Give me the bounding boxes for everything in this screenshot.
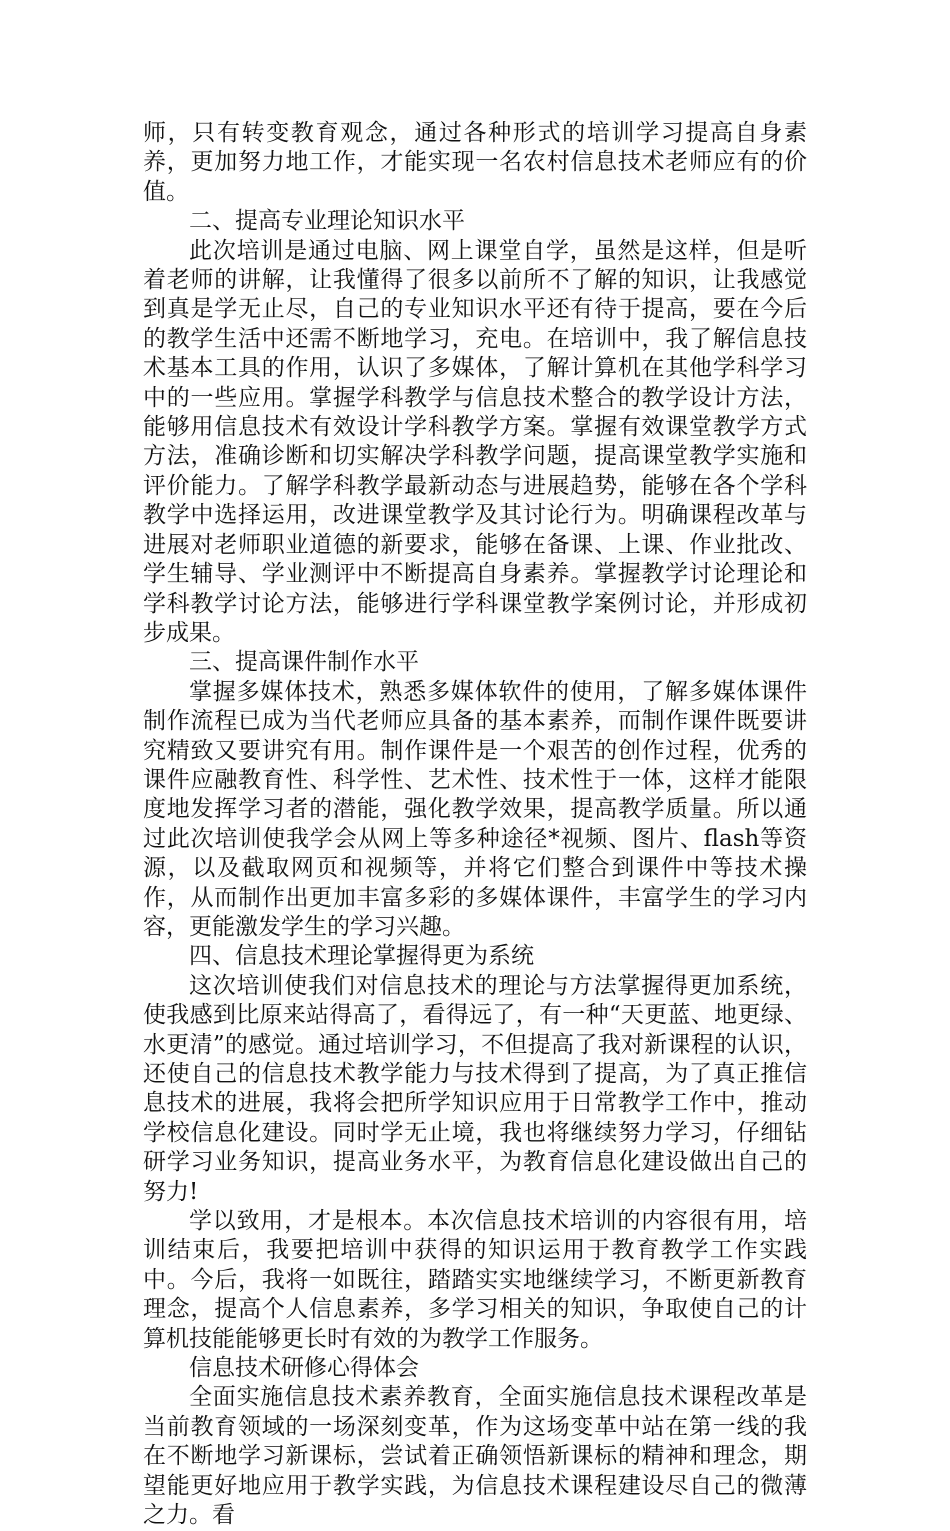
paragraph-courseware: 掌握多媒体技术，熟悉多媒体软件的使用，了解多媒体课件制作流程已成为当代老师应具备的基本素养，而制作课件既要讲究精致又要讲究有用。制作课件是一个艰苦的创作过程，优秀的课件应融教育性、科学性、艺术性、技术性于一体，这样才能限度地发挥学习者的潜能，强化教学效果，提高教学质量。所以通过此次培训使我学会从网上等多种途径*视频、图片、flash等资源，以及截取网页和视频等，并将它们整合到课件中等技术操作，从而制作出更加丰富多彩的多媒体课件，丰富学生的学习内容，更能激发学生的学习兴趣。 bbox=[143, 678, 807, 940]
paragraph-apply-learning: 学以致用，才是根本。本次信息技术培训的内容很有用，培训结束后，我要把培训中获得的知识运用于教育教学工作实践中。今后，我将一如既往，踏踏实实地继续学习，不断更新教育理念，提高个人信息素养，多学习相关的知识，争取使自己的计算机技能能够更长时有效的为教学工作服务。 bbox=[143, 1208, 807, 1352]
paragraph-it-theory: 这次培训使我们对信息技术的理论与方法掌握得更加系统，使我感到比原来站得高了，看得远了，有一种“天更蓝、地更绿、水更清”的感觉。通过培训学习，不但提高了我对新课程的认识，还使自己的信息技术教学能力与技术得到了提高，为了真正推信息技术的进展，我将会把所学知识应用于日常教学工作中，推动学校信息化建设。同时学无止境，我也将继续努力学习，仔细钻研学习业务知识，提高业务水平，为教育信息化建设做出自己的努力! bbox=[143, 972, 807, 1205]
section-heading-it-theory: 四、信息技术理论掌握得更为系统 bbox=[189, 943, 534, 970]
section-heading-professional-theory: 二、提高专业理论知识水平 bbox=[189, 208, 465, 235]
paragraph-intro-continuation: 师，只有转变教育观念，通过各种形式的培训学习提高自身素养，更加努力地工作，才能实现一名农村信息技术老师应有的价值。 bbox=[143, 120, 807, 205]
section-heading-courseware: 三、提高课件制作水平 bbox=[189, 649, 419, 676]
document-body bbox=[143, 119, 807, 1531]
paragraph-professional-theory: 此次培训是通过电脑、网上课堂自学，虽然是这样，但是听着老师的讲解，让我懂得了很多以前所不了解的知识，让我感觉到真是学无止尽，自己的专业知识水平还有待于提高，要在今后的教学生活中还需不断地学习，充电。在培训中，我了解信息技术基本工具的作用，认识了多媒体，了解计算机在其他学科学习中的一些应用。掌握学科教学与信息技术整合的教学设计方法，能够用信息技术有效设计学科教学方案。掌握有效课堂教学方式方法，准确诊断和切实解决学科教学问题，提高课堂教学实施和评价能力。了解学科教学最新动态与进展趋势，能够在各个学科教学中选择运用，改进课堂教学及其讨论行为。明确课程改革与进展对老师职业道德的新要求，能够在备课、上课、作业批改、学生辅导、学业测评中不断提高自身素养。掌握教学讨论理论和学科教学讨论方法，能够进行学科课堂教学案例讨论，并形成初步成果。 bbox=[143, 237, 807, 646]
paragraph-study-reflections: 全面实施信息技术素养教育，全面实施信息技术课程改革是当前教育领域的一场深刻变革，作为这场变革中站在第一线的我在不断地学习新课标，尝试着正确领悟新课标的精神和理念，期望能更好地应用于教学实践，为信息技术课程建设尽自己的微薄之力。看 bbox=[143, 1384, 807, 1529]
section-heading-study-reflections: 信息技术研修心得体会 bbox=[189, 1355, 419, 1382]
